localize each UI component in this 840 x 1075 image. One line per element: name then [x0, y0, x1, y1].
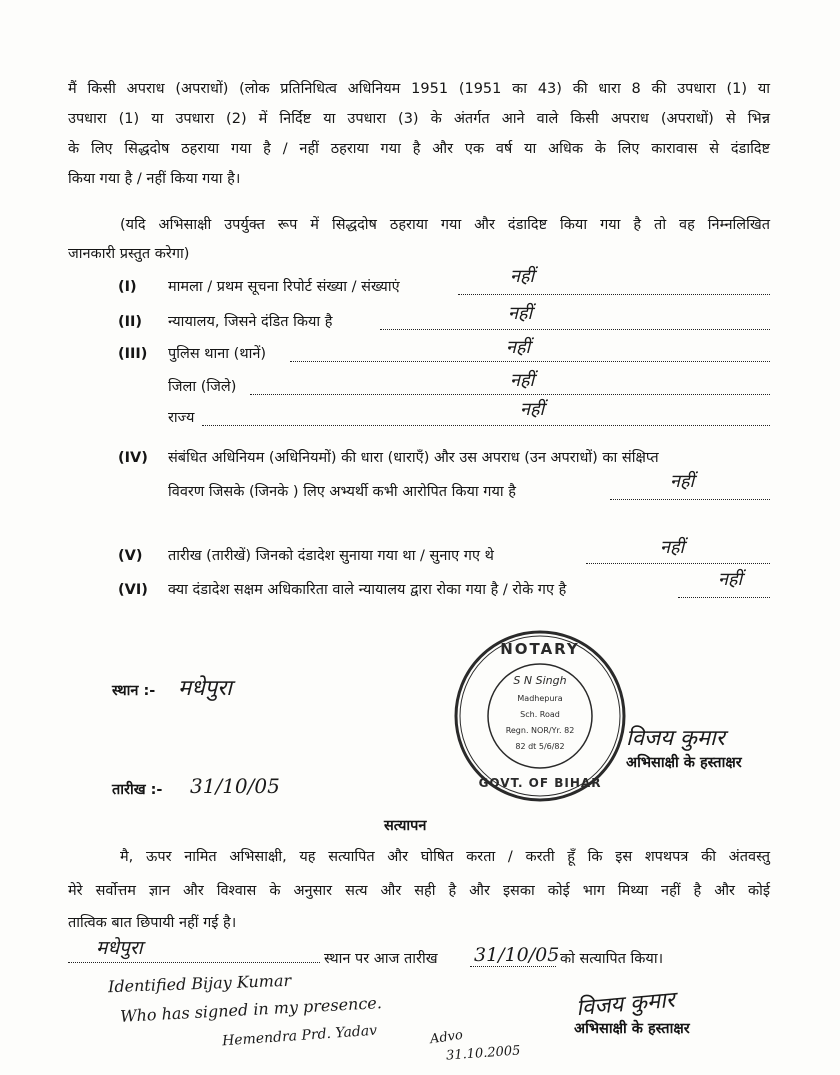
item-label: राज्य	[168, 410, 195, 426]
verification-place-value: मधेपुरा	[96, 937, 143, 959]
item-row	[118, 471, 770, 505]
item-row	[118, 266, 770, 300]
verification-text-end: को सत्यापित किया।	[560, 951, 664, 967]
item-answer: नहीं	[506, 337, 531, 358]
item-number: (V)	[118, 548, 143, 564]
identification-note-line: Who has signed in my presence.	[119, 993, 383, 1026]
item-number: (III)	[118, 346, 148, 362]
declaration-line: मैं किसी अपराध (अपराधों) (लोक प्रतिनिधित्व अधिनियम 1951 (1951 का 43) की धारा 8 की उपधारा (1) या	[68, 81, 770, 97]
item-label: पुलिस थाना (थानें)	[168, 346, 267, 362]
item-number: (I)	[118, 279, 137, 295]
item-label: मामला / प्रथम सूचना रिपोर्ट संख्या / संख्याएं	[168, 279, 400, 295]
item-label: विवरण जिसके (जिनके ) लिए अभ्यर्थी कभी आरोपित किया गया है	[168, 484, 516, 500]
stamp-line: Sch. Road	[520, 710, 560, 719]
item-label: संबंधित अधिनियम (अधिनियमों) की धारा (धाराएँ) और उस अपराध (उन अपराधों) का संक्षिप्त	[168, 450, 659, 466]
deponent-signature: विजय कुमार	[575, 987, 676, 1022]
item-row	[118, 569, 770, 603]
declaration-paragraph	[68, 74, 770, 194]
item-label: न्यायालय, जिसने दंडित किया है	[168, 314, 333, 330]
deponent-signature-label: अभिसाक्षी के हस्ताक्षर	[626, 755, 742, 771]
verification-line: मै, ऊपर नामित अभिसाक्षी, यह सत्यापित और घोषित करता / करती हूँ कि इस शपथपत्र की अंतवस्तु	[120, 849, 770, 865]
verification-line: तात्विक बात छिपायी नहीं गई है।	[68, 915, 237, 931]
item-number: (II)	[118, 314, 143, 330]
item-row	[118, 537, 770, 569]
stamp-line: Madhepura	[517, 694, 563, 703]
identification-note-line: Identified Bijay Kumar	[107, 970, 292, 997]
verification-date-value: 31/10/05	[474, 944, 560, 966]
date-label: तारीख :-	[112, 782, 163, 798]
declaration-line: उपधारा (1) या उपधारा (2) में निर्दिष्ट या उपधारा (3) के अंतर्गत आने वाले किसी अपराध (अपराधों) से भिन्न	[68, 111, 770, 127]
item-answer: नहीं	[670, 471, 695, 492]
place-label: स्थान :-	[112, 683, 156, 699]
identification-note-line: Hemendra Prd. Yadav	[221, 1022, 378, 1050]
verification-line: मेरे सर्वोत्तम ज्ञान और विश्वास के अनुसार सत्य और सही है और इसका कोई भाग मिथ्या नहीं है और कोई	[68, 883, 770, 899]
identification-note-line: Advo	[429, 1027, 464, 1048]
verification-text-mid: स्थान पर आज तारीख	[324, 951, 438, 967]
declaration-line: के लिए सिद्धदोष ठहराया गया है / नहीं ठहराया गया है और एक वर्ष या अधिक के लिए कारावास से दंडादिष्ट	[68, 141, 770, 157]
intro-line: जानकारी प्रस्तुत करेगा)	[68, 246, 190, 262]
deponent-signature-label: अभिसाक्षी के हस्ताक्षर	[574, 1021, 690, 1037]
stamp-top-text: NOTARY	[500, 640, 580, 658]
item-row	[118, 303, 770, 335]
item-answer: नहीं	[510, 266, 535, 287]
item-number: (IV)	[118, 450, 148, 466]
item-row	[118, 399, 770, 431]
intro-line: (यदि अभिसाक्षी उपर्युक्त रूप में सिद्धदोष ठहराया गया और दंडादिष्ट किया गया है तो वह निम्नलिखित	[120, 217, 770, 233]
item-answer: नहीं	[508, 303, 533, 324]
place-value: मधेपुरा	[178, 676, 232, 701]
item-answer: नहीं	[660, 537, 685, 558]
declaration-line: किया गया है / नहीं किया गया है।	[68, 171, 241, 187]
date-value: 31/10/05	[190, 774, 280, 798]
item-label: क्या दंडादेश सक्षम अधिकारिता वाले न्यायालय द्वारा रोका गया है / रोके गए है	[168, 582, 567, 598]
item-answer: नहीं	[718, 569, 743, 590]
item-number: (VI)	[118, 582, 148, 598]
item-row	[118, 370, 770, 400]
deponent-signature: विजय कुमार	[626, 726, 725, 751]
item-answer: नहीं	[520, 399, 545, 420]
item-row	[118, 445, 770, 471]
stamp-line: 82 dt 5/6/82	[515, 742, 565, 751]
notary-stamp	[452, 628, 628, 804]
item-answer: नहीं	[510, 370, 535, 391]
identification-note-line: 31.10.2005	[445, 1043, 521, 1064]
stamp-name: S N Singh	[513, 674, 567, 687]
item-label: तारीख (तारीखें) जिनको दंडादेश सुनाया गया था / सुनाए गए थे	[168, 548, 494, 564]
stamp-bottom-text: GOVT. OF BIHAR	[478, 776, 602, 790]
item-row	[118, 337, 770, 367]
verification-heading: सत्यापन	[384, 818, 427, 834]
stamp-line: Regn. NOR/Yr. 82	[505, 726, 575, 735]
item-label: जिला (जिले)	[168, 379, 237, 395]
